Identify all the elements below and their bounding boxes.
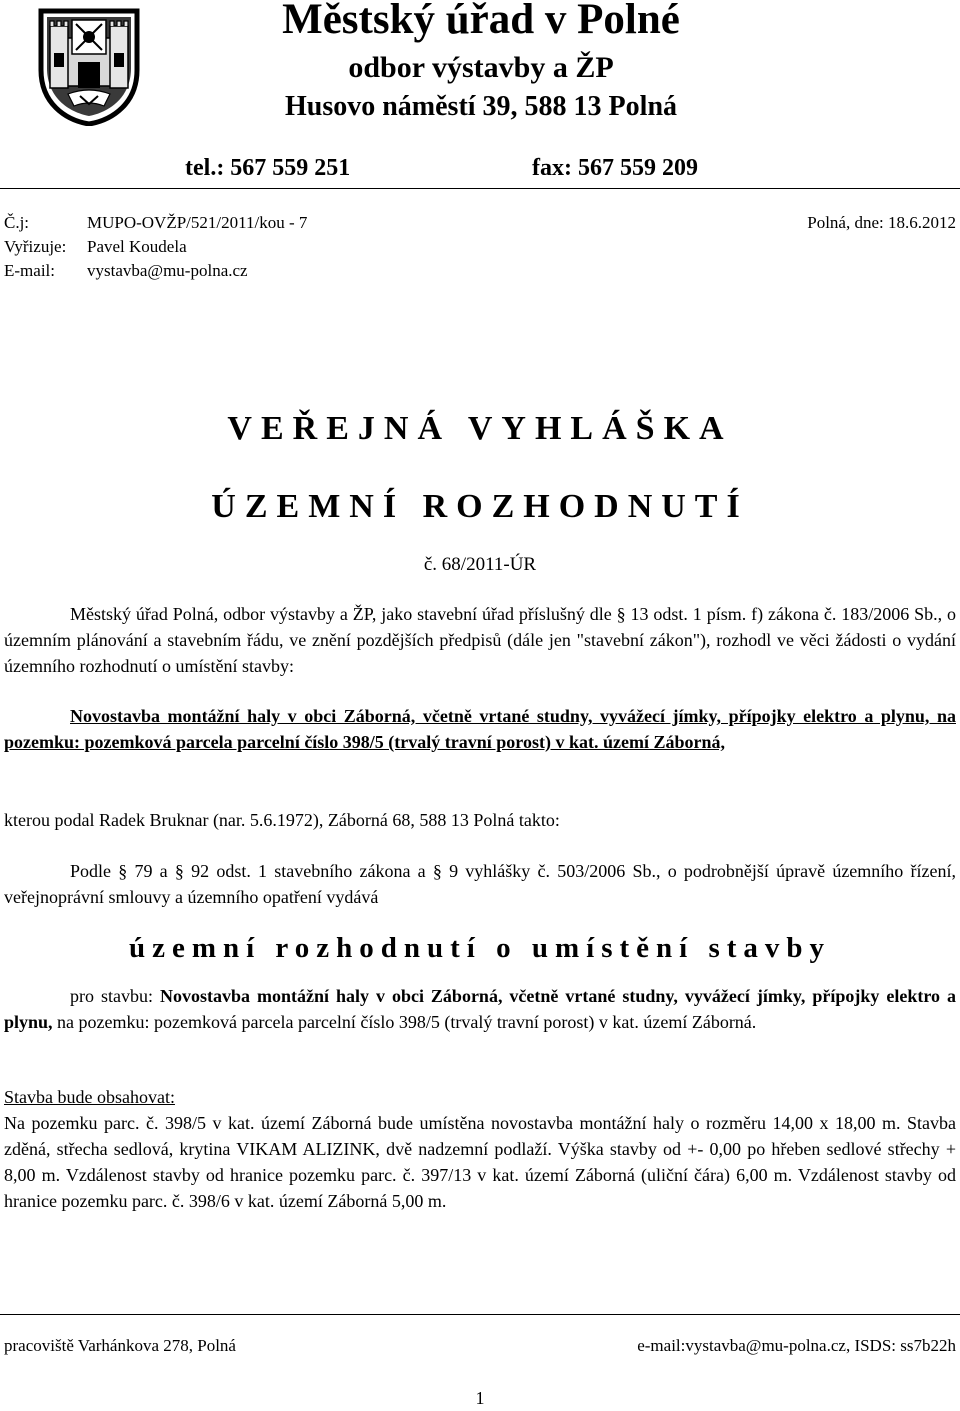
applicant-line: kterou podal Radek Bruknar (nar. 5.6.1972), Záborná 68, 588 13 Polná takto:	[4, 810, 560, 830]
coat-of-arms-icon	[38, 8, 140, 126]
construction-name: Novostavba montážní haly v obci Záborná, včetně vrtané studny, vyvážecí jímky, přípojky elektro a plynu,	[4, 986, 956, 1032]
public-notice-title: VEŘEJNÁ VYHLÁŠKA	[227, 410, 733, 447]
legal-basis-paragraph: Podle § 79 a § 92 odst. 1 stavebního zákona a § 9 vyhlášky č. 503/2006 Sb., o podrobnější úpravě územního řízení, veřejnoprávní smlouvy a územního opatření vydává	[4, 861, 956, 907]
decision-number: č. 68/2011-ÚR	[423, 554, 537, 575]
reference-number: MUPO-OVŽP/521/2011/kou - 7	[87, 213, 308, 232]
telephone: tel.: 567 559 251	[185, 155, 351, 181]
header-divider	[0, 188, 960, 189]
page-number: 1	[475, 1388, 485, 1408]
project-description: Novostavba montážní haly v obci Záborná, včetně vrtané studny, vyvážecí jímky, přípojky elektro a plynu, na pozemku: pozemková parcela parcelní číslo 398/5 (trvalý travní porost) v kat. území Záborná,	[4, 706, 956, 752]
footer-workplace: pracoviště Varhánkova 278, Polná	[4, 1336, 236, 1355]
office-title: Městský úřad v Polné	[282, 0, 680, 43]
contents-heading: Stavba bude obsahovat:	[4, 1087, 175, 1107]
intro-paragraph: Městský úřad Polná, odbor výstavby a ŽP, jako stavební úřad příslušný dle § 13 odst. 1 písm. f) zákona č. 183/2006 Sb., o územním plánování a stavebním řádu, ve znění pozdějších předpisů (dále jen "stavební zákon"), rozhodl ve věci žádosti o vydání územního rozhodnutí o umístění stavby:	[4, 604, 956, 676]
decision-heading: územní rozhodnutí o umístění stavby	[128, 932, 832, 964]
department-name: odbor výstavby a ŽP	[348, 51, 614, 84]
issue-date: Polná, dne: 18.6.2012	[807, 213, 956, 232]
footer-contact: e-mail:vystavba@mu-polna.cz, ISDS: ss7b22h	[637, 1336, 956, 1355]
construction-location: na pozemku: pozemková parcela parcelní číslo 398/5 (trvalý travní porost) v kat. území Záborná.	[52, 1012, 757, 1032]
reference-label: Č.j:	[4, 213, 30, 232]
construction-paragraph	[4, 983, 956, 1035]
email-label: E-mail:	[4, 261, 55, 280]
office-address: Husovo náměstí 39, 588 13 Polná	[284, 91, 678, 122]
handler-label: Vyřizuje:	[4, 237, 67, 256]
construction-prefix: pro stavbu:	[70, 986, 160, 1006]
email-address: vystavba@mu-polna.cz	[87, 261, 248, 280]
fax: fax: 567 559 209	[532, 155, 698, 181]
footer-divider	[0, 1314, 960, 1315]
handler-name: Pavel Koudela	[87, 237, 187, 256]
contents-paragraph: Na pozemku parc. č. 398/5 v kat. území Záborná bude umístěna novostavba montážní haly o rozměru 14,00 x 18,00 m. Stavba zděná, střecha sedlová, krytina VIKAM ALIZINK, dvě nadzemní podlaží. Výška stavby od +- 0,00 po hřeben sedlové střechy + 8,00 m. Vzdálenost stavby od hranice pozemku parc. č. 397/13 v kat. území Záborná (uliční čára) 6,00 m. Vzdálenost stavby od hranice pozemku parc. č. 398/6 v kat. území Záborná 5,00 m.	[4, 1113, 956, 1211]
decision-title: ÚZEMNÍ ROZHODNUTÍ	[211, 488, 749, 525]
